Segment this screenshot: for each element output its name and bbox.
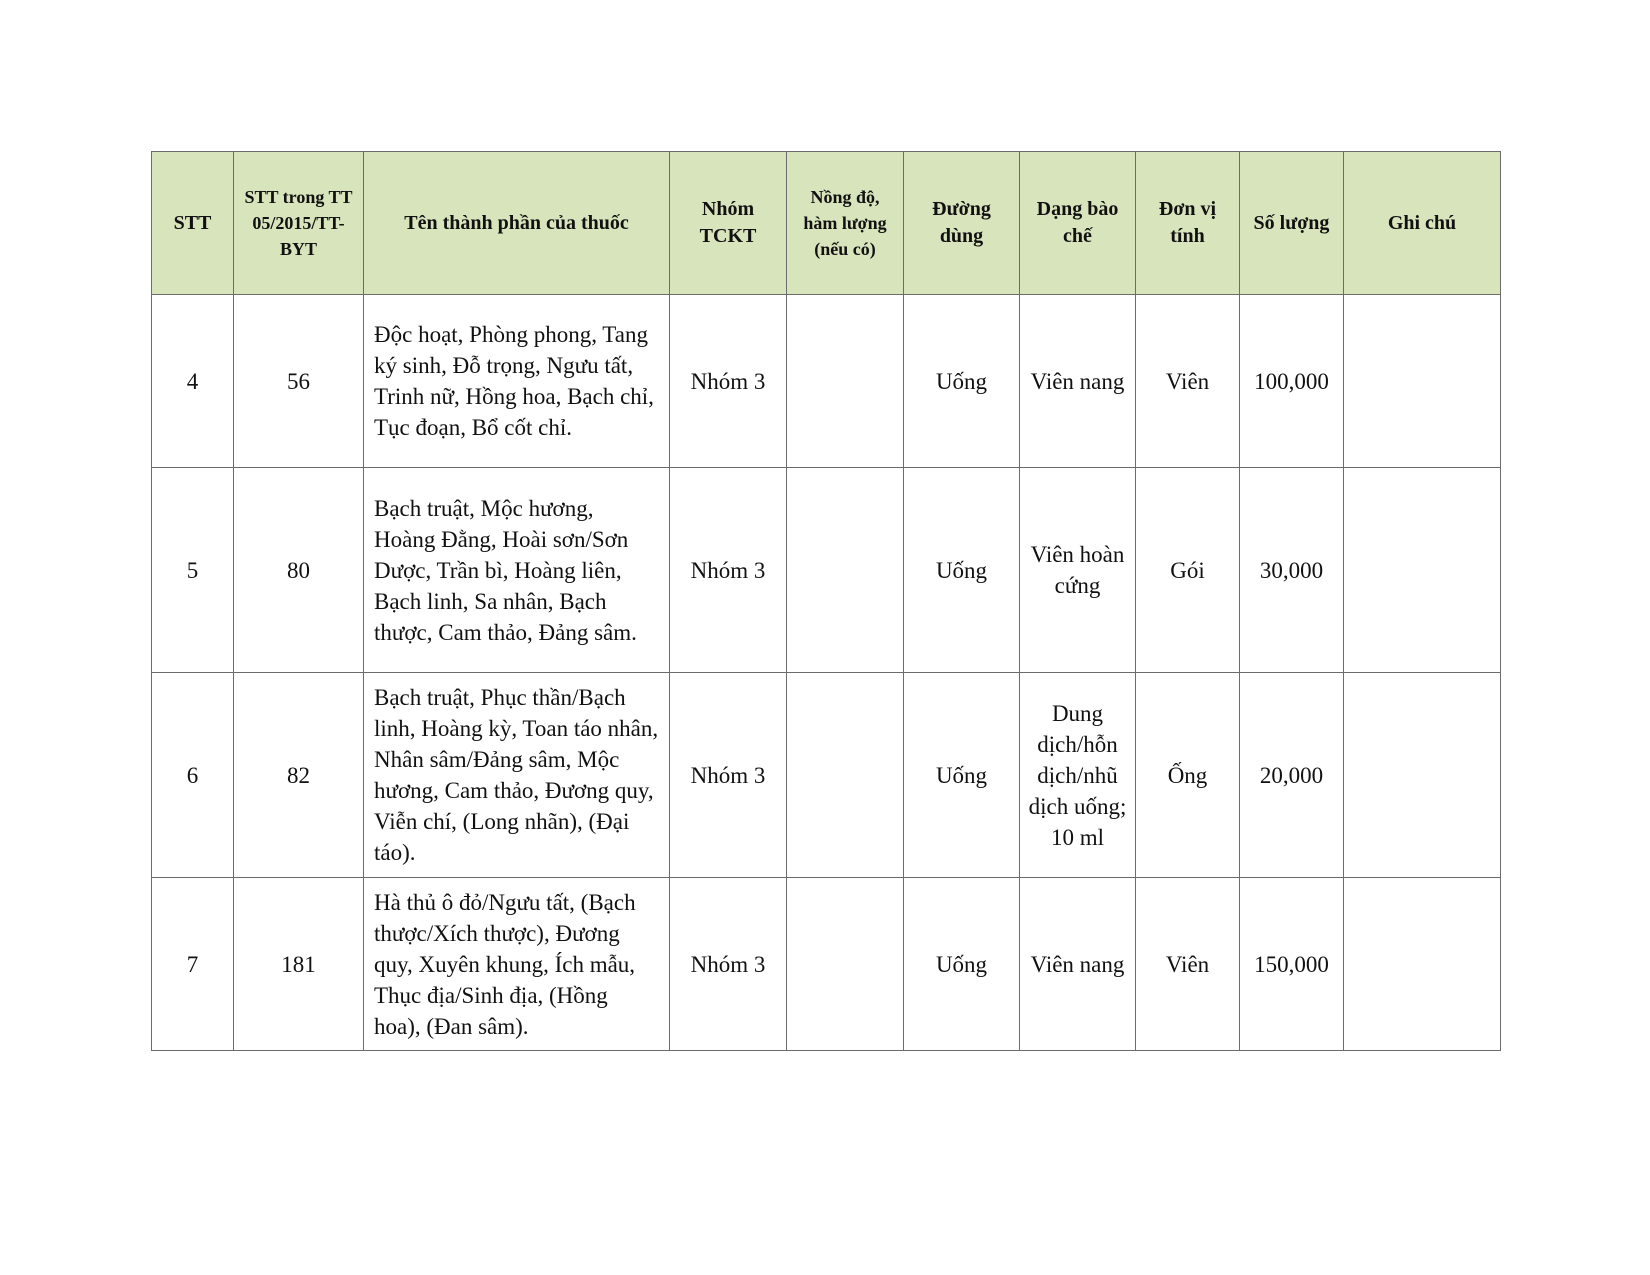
- cell-note: [1344, 468, 1501, 673]
- cell-stt: 6: [152, 673, 234, 878]
- cell-group: Nhóm 3: [670, 878, 787, 1051]
- cell-ingredients: Hà thủ ô đỏ/Ngưu tất, (Bạch thược/Xích thược), Đương quy, Xuyên khung, Ích mẫu, Thục địa/Sinh địa, (Hồng hoa), (Đan sâm).: [364, 878, 670, 1051]
- cell-quantity: 30,000: [1240, 468, 1344, 673]
- header-stt: STT: [152, 152, 234, 295]
- header-route: Đường dùng: [904, 152, 1020, 295]
- header-note: Ghi chú: [1344, 152, 1501, 295]
- cell-concentration: [787, 878, 904, 1051]
- cell-route: Uống: [904, 673, 1020, 878]
- cell-group: Nhóm 3: [670, 468, 787, 673]
- cell-route: Uống: [904, 295, 1020, 468]
- cell-stt: 5: [152, 468, 234, 673]
- cell-form: Viên nang: [1020, 295, 1136, 468]
- cell-group: Nhóm 3: [670, 295, 787, 468]
- table-row: [152, 673, 1501, 878]
- cell-route: Uống: [904, 468, 1020, 673]
- cell-form: Viên nang: [1020, 878, 1136, 1051]
- cell-concentration: [787, 673, 904, 878]
- table-row: [152, 878, 1501, 1051]
- cell-form: Dung dịch/hỗn dịch/nhũ dịch uống; 10 ml: [1020, 673, 1136, 878]
- cell-unit: Gói: [1136, 468, 1240, 673]
- cell-note: [1344, 878, 1501, 1051]
- cell-quantity: 100,000: [1240, 295, 1344, 468]
- header-ingredients: Tên thành phần của thuốc: [364, 152, 670, 295]
- cell-unit: Ống: [1136, 673, 1240, 878]
- cell-concentration: [787, 295, 904, 468]
- cell-form: Viên hoàn cứng: [1020, 468, 1136, 673]
- cell-stt-tt: 181: [234, 878, 364, 1051]
- cell-group: Nhóm 3: [670, 673, 787, 878]
- drug-table: [151, 151, 1501, 1051]
- cell-unit: Viên: [1136, 878, 1240, 1051]
- cell-note: [1344, 295, 1501, 468]
- cell-stt-tt: 56: [234, 295, 364, 468]
- header-unit: Đơn vị tính: [1136, 152, 1240, 295]
- table-row: [152, 295, 1501, 468]
- header-form: Dạng bào chế: [1020, 152, 1136, 295]
- cell-quantity: 20,000: [1240, 673, 1344, 878]
- cell-note: [1344, 673, 1501, 878]
- cell-ingredients: Bạch truật, Mộc hương, Hoàng Đằng, Hoài sơn/Sơn Dược, Trần bì, Hoàng liên, Bạch linh, Sa nhân, Bạch thược, Cam thảo, Đảng sâm.: [364, 468, 670, 673]
- cell-ingredients: Độc hoạt, Phòng phong, Tang ký sinh, Đỗ trọng, Ngưu tất, Trinh nữ, Hồng hoa, Bạch chỉ, Tục đoạn, Bổ cốt chỉ.: [364, 295, 670, 468]
- header-concentration: Nồng độ, hàm lượng (nếu có): [787, 152, 904, 295]
- cell-route: Uống: [904, 878, 1020, 1051]
- cell-unit: Viên: [1136, 295, 1240, 468]
- cell-quantity: 150,000: [1240, 878, 1344, 1051]
- table-row: [152, 468, 1501, 673]
- header-stt-tt: STT trong TT 05/2015/TT-BYT: [234, 152, 364, 295]
- cell-stt: 4: [152, 295, 234, 468]
- header-quantity: Số lượng: [1240, 152, 1344, 295]
- header-group: Nhóm TCKT: [670, 152, 787, 295]
- cell-stt: 7: [152, 878, 234, 1051]
- cell-ingredients: Bạch truật, Phục thần/Bạch linh, Hoàng kỳ, Toan táo nhân, Nhân sâm/Đảng sâm, Mộc hương, Cam thảo, Đương quy, Viễn chí, (Long nhãn), (Đại táo).: [364, 673, 670, 878]
- header-row: [152, 152, 1501, 295]
- cell-stt-tt: 80: [234, 468, 364, 673]
- cell-stt-tt: 82: [234, 673, 364, 878]
- cell-concentration: [787, 468, 904, 673]
